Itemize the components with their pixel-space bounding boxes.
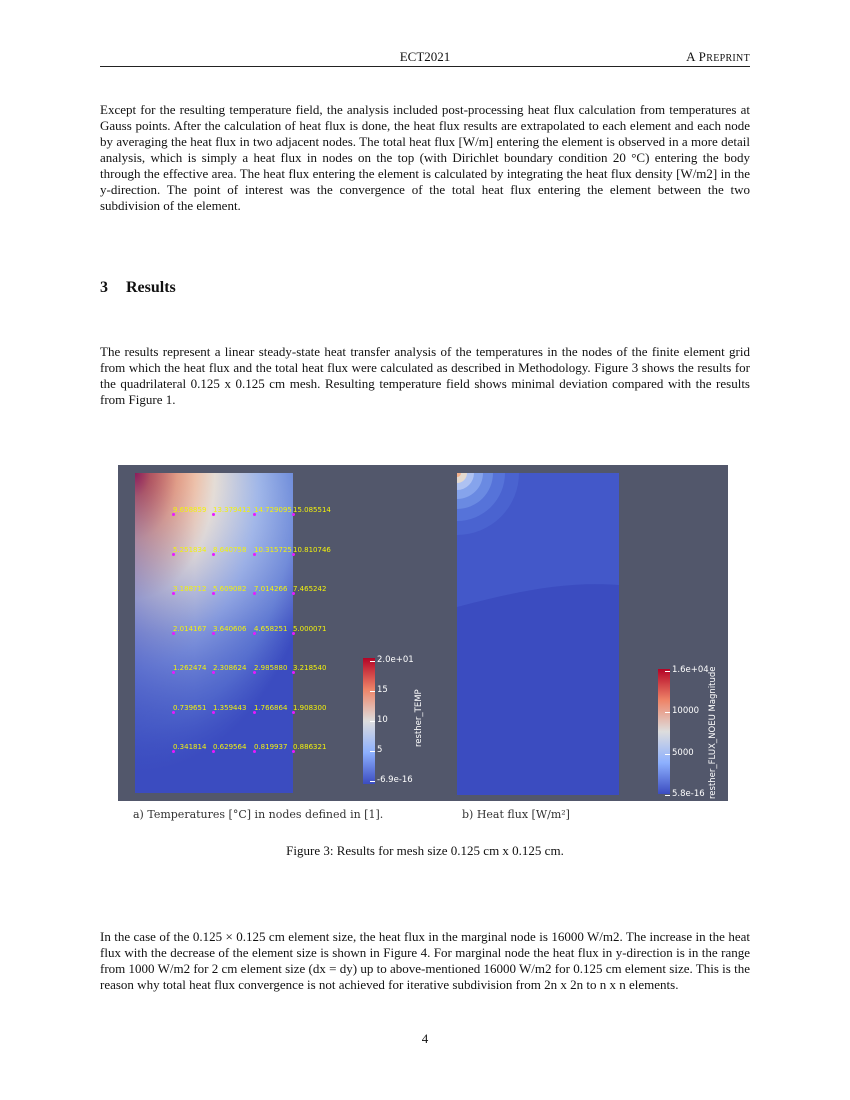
figure-caption: Figure 3: Results for mesh size 0.125 cm x 0.125 cm. xyxy=(286,843,564,858)
paragraph-marginal-node: In the case of the 0.125 × 0.125 cm element size, the heat flux in the marginal node is 16000 W/m2. The increase in the heat flux with the decrease of the element size is shown in Figure 4. For marginal node the heat flux in y-direction is in the range from 1000 W/m2 for 2 cm element size (dx = dy) up to above-mentioned 16000 W/m2 for 0.125 cm element size. This is the reason why total heat flux convergence is not achieved for iterative subdivision from 2n x 2n to n x n elements. xyxy=(100,929,750,992)
node-temperature-label: 5.251834 xyxy=(173,545,207,554)
node-temperature-label: 1.908300 xyxy=(293,703,327,712)
node-temperature-label: 2.308624 xyxy=(213,664,247,672)
node-temperature-label: 3.218540 xyxy=(293,664,327,672)
colorbar-tick-label: 1.6e+04 xyxy=(672,665,709,675)
running-header xyxy=(100,49,750,65)
colorbar-tick-mark xyxy=(665,671,670,672)
header-conference: ECT2021 xyxy=(399,49,451,64)
node-temperature-label: 15.085514 xyxy=(293,506,331,514)
node-temperature-label: 3.188712 xyxy=(173,585,207,593)
colorbar-tick-mark xyxy=(370,691,375,692)
temperature-colorbar-title: resther_TEMP xyxy=(414,689,424,747)
figure-3-image xyxy=(118,465,728,801)
node-temperature-label: 10.810746 xyxy=(293,545,331,554)
heat-flux-plot xyxy=(457,473,619,795)
temperature-colorbar xyxy=(363,658,377,786)
node-temperature-label: 0.341814 xyxy=(173,743,207,751)
colorbar-tick-mark xyxy=(370,721,375,722)
paragraph-postprocessing: Except for the resulting temperature field, the analysis included post-processing heat flux calculation from temperatures at Gauss points. After the calculation of heat flux is done, the heat flux results are extrapolated to each element and each node by averaging the heat flux in two adjacent nodes. The total heat flux [W/m] entering the element is observed in a more detail analysis, which is simply a heat flux in nodes on the top (with Dirichlet boundary condition 20 °C) entering the body through the effective area. The heat flux entering the element is calculated by integrating the heat flux density [W/m2] in the y-direction. The point of interest was the convergence of the total heat flux entering the element between the two subdivision of the element. xyxy=(100,102,750,213)
header-preprint-tag xyxy=(686,49,750,65)
node-temperature-label: 13.379412 xyxy=(213,506,251,514)
node-temperature-label: 4.658251 xyxy=(254,624,288,633)
node-temperature-label: 2.985880 xyxy=(254,664,288,672)
node-temperature-label: 0.739651 xyxy=(173,703,207,712)
node-temperature-label: 0.886321 xyxy=(293,743,327,751)
section-title: Results xyxy=(126,279,176,296)
section-number: 3 xyxy=(100,279,108,296)
colorbar-tick-label: 10 xyxy=(377,715,388,725)
header-rule xyxy=(100,66,750,67)
subcaption-a: a) Temperatures [°C] in nodes defined in [1]. xyxy=(133,808,384,821)
node-temperature-label: 0.819937 xyxy=(254,743,288,751)
node-temperature-label: 10.315725 xyxy=(254,545,292,554)
node-temperature-label: 8.640758 xyxy=(213,545,247,554)
colorbar-tick-mark xyxy=(370,781,375,782)
header-tag-initial: A P xyxy=(686,49,707,64)
colorbar-tick-label: 15 xyxy=(377,685,388,695)
colorbar-tick-mark xyxy=(665,754,670,755)
node-temperature-label: 1.766864 xyxy=(254,703,288,712)
colorbar-tick-label: 10000 xyxy=(672,706,700,717)
node-temperature-label: 7.014266 xyxy=(254,585,288,593)
node-temperature-label: 1.262474 xyxy=(173,664,207,672)
paragraph-results-intro: The results represent a linear steady-state heat transfer analysis of the temperatures in the nodes of the finite element grid from which the heat flux and the total heat flux were calculated as described in Methodology. Figure 3 shows the results for the quadrilateral 0.125 x 0.125 cm mesh. Resulting temperature field shows minimal deviation compared with the results from Figure 1. xyxy=(100,344,750,407)
colorbar-tick-mark xyxy=(370,751,375,752)
node-temperature-label: 7.465242 xyxy=(293,585,327,593)
colorbar-tick-label: 2.0e+01 xyxy=(377,655,414,665)
colorbar-tick-mark xyxy=(665,795,670,796)
node-temperature-label: 14.729095 xyxy=(254,506,292,514)
colorbar-tick-label: 5 xyxy=(377,745,383,755)
heat-flux-colorbar-title: resther_FLUX_NOEU Magnitude xyxy=(708,666,718,799)
node-temperature-label: 1.359443 xyxy=(213,703,247,712)
page-number: 4 xyxy=(421,1031,429,1046)
node-temperature-label: 5.609082 xyxy=(213,585,247,593)
heat-flux-colorbar xyxy=(658,669,672,797)
node-temperature-label: 5.000071 xyxy=(293,624,327,633)
colorbar-tick-label: 5000 xyxy=(672,747,694,758)
section-heading xyxy=(100,279,176,297)
header-tag-rest: REPRINT xyxy=(706,53,750,64)
colorbar-tick-label: -6.9e-16 xyxy=(377,775,413,785)
colorbar-tick-label: 5.8e-16 xyxy=(672,789,705,799)
node-temperature-label: 9.658859 xyxy=(173,506,207,514)
node-temperature-label: 2.014167 xyxy=(173,624,207,633)
colorbar-tick-mark xyxy=(665,712,670,713)
colorbar-tick-mark xyxy=(370,661,375,662)
node-temperature-label: 0.629564 xyxy=(213,743,247,751)
subcaption-b: b) Heat flux [W/m²] xyxy=(462,808,570,821)
node-temperature-label: 3.640606 xyxy=(213,624,247,633)
